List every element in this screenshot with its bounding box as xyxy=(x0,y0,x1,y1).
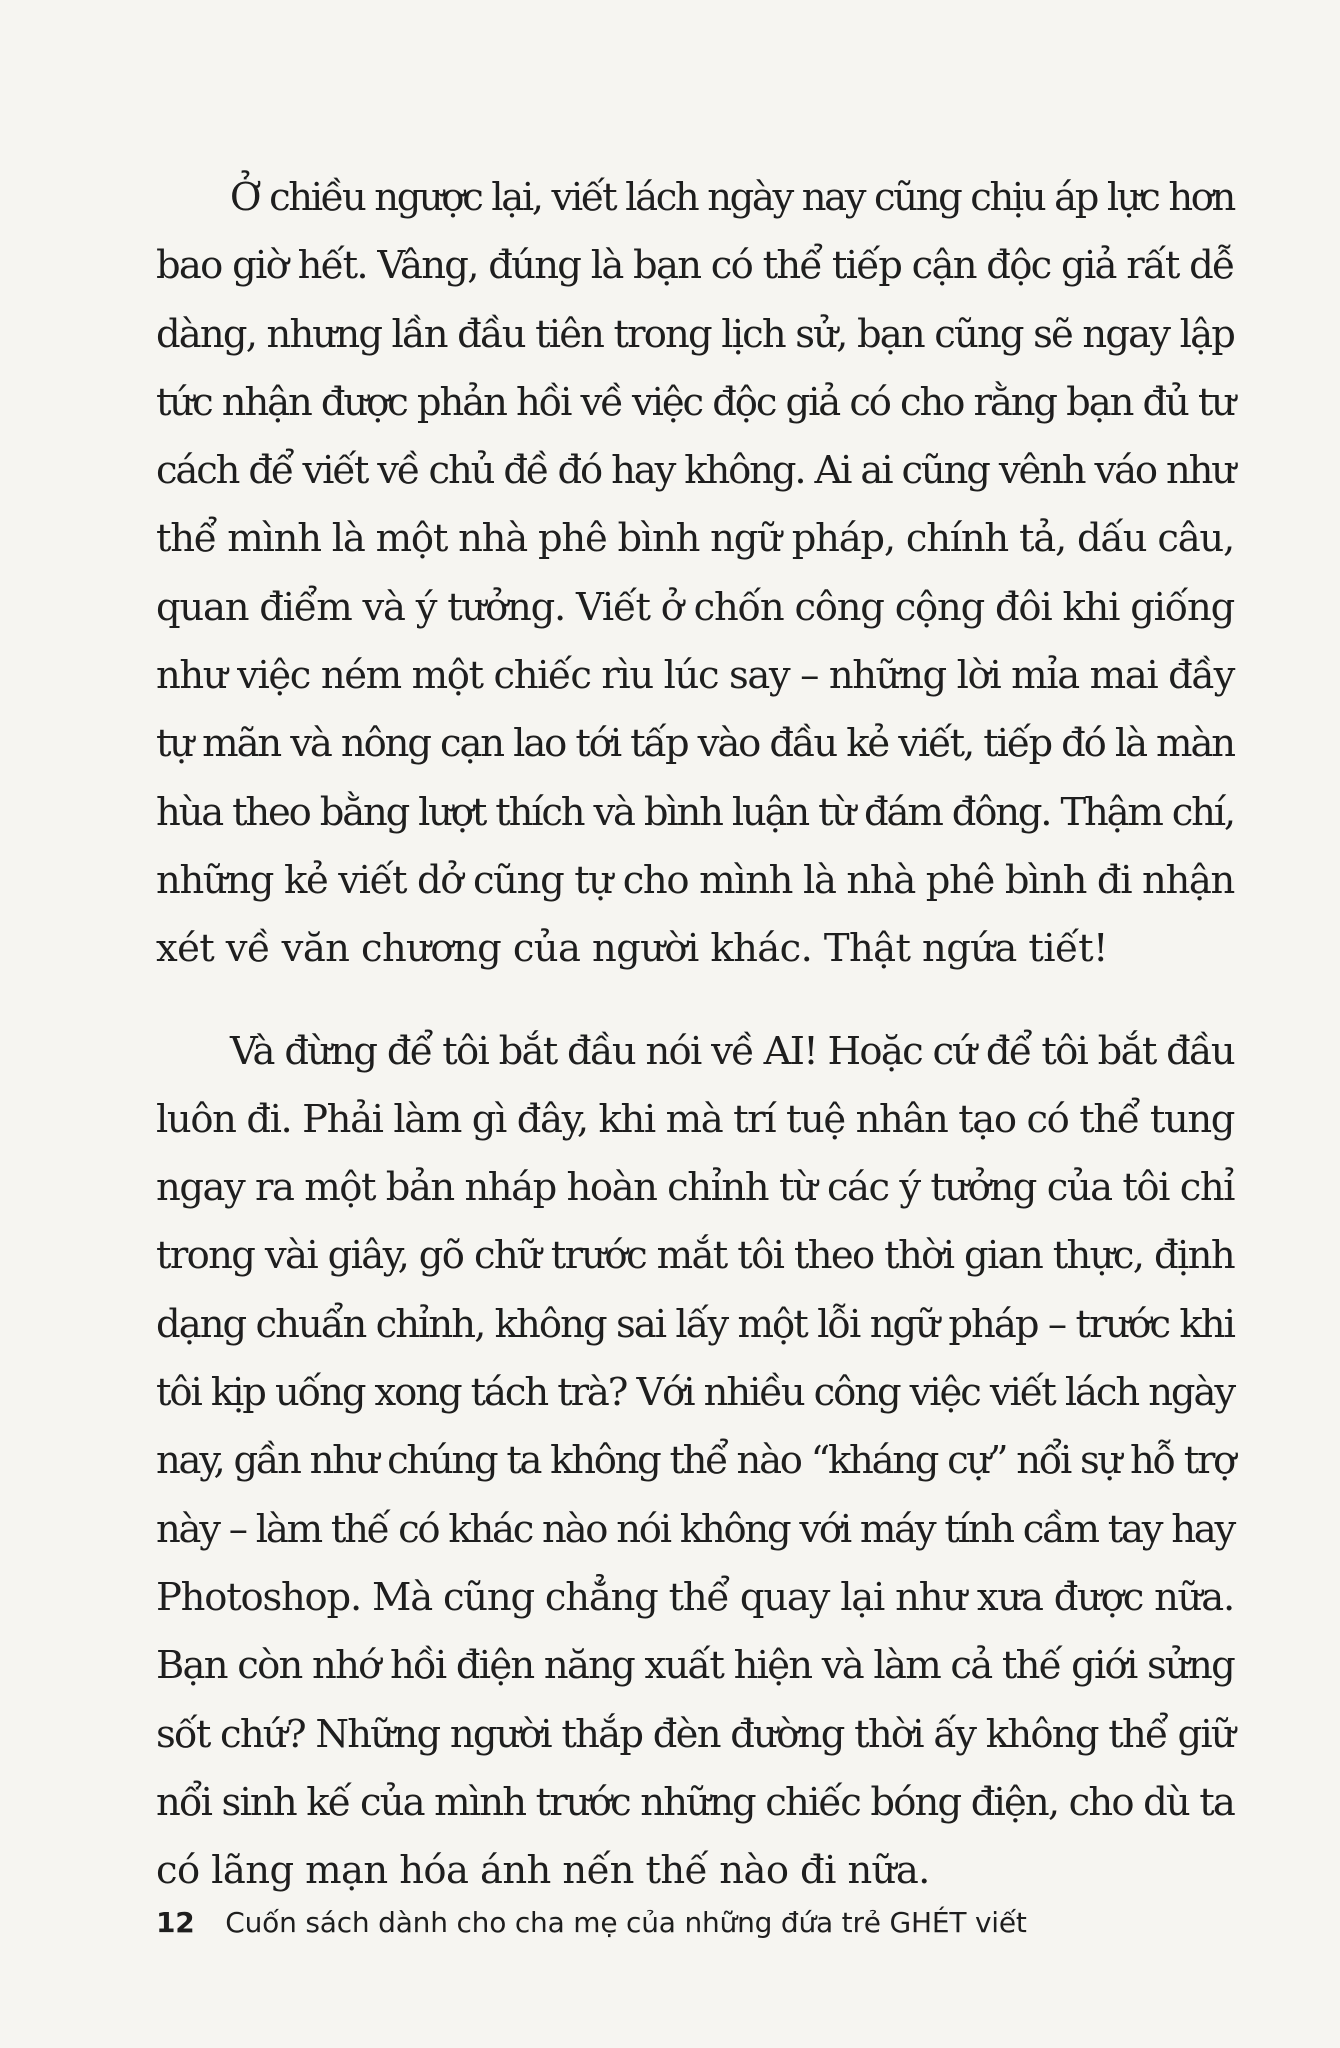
text-line: Ở chiều ngược lại, viết lách ngày nay cũng chịu áp lực hơn xyxy=(230,175,1234,220)
text-line: luôn đi. Phải làm gì đây, khi mà trí tuệ nhân tạo có thể tung xyxy=(156,1096,1234,1142)
text-line: nổi sinh kế của mình trước những chiếc bóng điện, cho dù ta xyxy=(156,1779,1234,1825)
text-line: dạng chuẩn chỉnh, không sai lấy một lỗi ngữ pháp – trước khi xyxy=(156,1301,1234,1347)
text-line: dàng, nhưng lần đầu tiên trong lịch sử, bạn cũng sẽ ngay lập xyxy=(156,311,1234,357)
text-line: có lãng mạn hóa ánh nến thế nào đi nữa. xyxy=(156,1848,930,1894)
running-title: Cuốn sách dành cho cha mẹ của những đứa trẻ GHÉT viết xyxy=(225,1906,1027,1939)
text-line: nay, gần như chúng ta không thể nào “kháng cự” nổi sự hỗ trợ xyxy=(156,1438,1234,1484)
text-line: hùa theo bằng lượt thích và bình luận từ đám đông. Thậm chí, xyxy=(156,789,1234,835)
text-line: bao giờ hết. Vâng, đúng là bạn có thể tiếp cận độc giả rất dễ xyxy=(156,243,1234,289)
text-line: thể mình là một nhà phê bình ngữ pháp, chính tả, dấu câu, xyxy=(156,516,1234,562)
text-line: như việc ném một chiếc rìu lúc say – những lời mỉa mai đầy xyxy=(156,653,1234,699)
paragraph-1 xyxy=(156,164,1234,984)
text-line: tức nhận được phản hồi về việc độc giả có cho rằng bạn đủ tư xyxy=(156,379,1234,425)
text-line: Và đừng để tôi bắt đầu nói về AI! Hoặc cứ để tôi bắt đầu xyxy=(230,1028,1234,1074)
paragraph-2 xyxy=(156,1018,1234,1906)
text-line: quan điểm và ý tưởng. Viết ở chốn công cộng đôi khi giống xyxy=(156,584,1234,630)
text-line: trong vài giây, gõ chữ trước mắt tôi theo thời gian thực, định xyxy=(156,1233,1234,1279)
text-line: này – làm thế có khác nào nói không với máy tính cầm tay hay xyxy=(156,1506,1234,1552)
body-text xyxy=(156,164,1234,1905)
page-number: 12 xyxy=(156,1906,195,1939)
text-line: cách để viết về chủ đề đó hay không. Ai ai cũng vênh váo như xyxy=(156,448,1234,494)
text-line: xét về văn chương của người khác. Thật ngứa tiết! xyxy=(156,926,1108,972)
text-line: tôi kịp uống xong tách trà? Với nhiều công việc viết lách ngày xyxy=(156,1370,1234,1416)
text-line: sốt chứ? Những người thắp đèn đường thời ấy không thể giữ xyxy=(156,1711,1234,1757)
text-line: tự mãn và nông cạn lao tới tấp vào đầu kẻ viết, tiếp đó là màn xyxy=(156,721,1234,767)
text-line: ngay ra một bản nháp hoàn chỉnh từ các ý tưởng của tôi chỉ xyxy=(156,1165,1234,1211)
text-line: Photoshop. Mà cũng chẳng thể quay lại như xưa được nữa. xyxy=(156,1574,1234,1620)
text-line: những kẻ viết dở cũng tự cho mình là nhà phê bình đi nhận xyxy=(156,857,1234,903)
text-line: Bạn còn nhớ hồi điện năng xuất hiện và làm cả thế giới sửng xyxy=(156,1643,1234,1689)
page-footer xyxy=(156,1906,1027,1939)
